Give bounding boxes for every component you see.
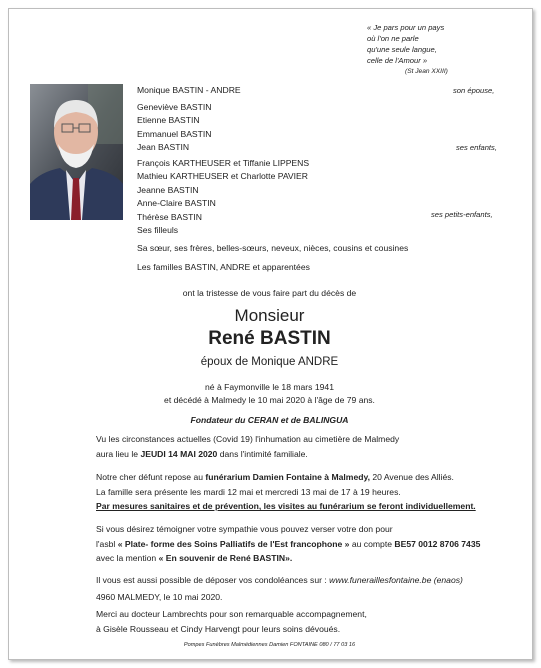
founder-line: Fondateur du CERAN et de BALINGUA (190, 415, 349, 425)
quote-line: celle de l'Amour » (367, 56, 428, 65)
epigraph-quote (367, 22, 448, 77)
visiting-hours-line: La famille sera présente les mardi 12 mai et mercredi 13 mai de 17 à 19 heures. (96, 486, 401, 497)
funerarium-line: Notre cher défunt repose au funérarium Damien Fontaine à Malmedy, 20 Avenue des Alliés. (96, 472, 454, 482)
siblings-line: Sa sœur, ses frères, belles-sœurs, neveux, nièces, cousins et cousines (137, 243, 409, 253)
dateline: 4960 MALMEDY, le 10 mai 2020. (96, 592, 223, 602)
covid-line: Vu les circonstances actuelles (Covid 19) l'inhumation au cimetière de Malmedy (96, 434, 400, 444)
families-line: Les familles BASTIN, ANDRE et apparentées (137, 262, 310, 272)
grandchild-name: François KARTHEUSER et Tiffanie LIPPENS (137, 158, 310, 168)
thanks-paragraph (96, 607, 367, 636)
funerarium-name: funérarium Damien Fontaine à Malmedy, (205, 472, 370, 482)
grandchild-name: Jeanne BASTIN (137, 184, 199, 195)
quote-source: (St Jean XXIII) (405, 68, 448, 75)
thanks-line: Merci au docteur Lambrechts pour son remarquable accompagnement, (96, 609, 367, 619)
grandchildren-block (137, 157, 309, 224)
donation-mention-line: avec la mention « En souvenir de René BASTIN». (96, 553, 293, 564)
spouse-name: Monique BASTIN - ANDRE (137, 85, 241, 95)
burial-date: JEUDI 14 MAI 2020 (140, 448, 218, 459)
funeral-home-footer: Pompes Funèbres Malmédiennes Damien FONTAINE 080 / 77 03 16 (183, 642, 356, 648)
spouse-block (137, 84, 241, 97)
godchildren-line: Ses filleuls (137, 225, 179, 235)
sanitary-notice: Par mesures sanitaires et de prévention, les visites au funérarium se feront individuellement. (96, 501, 476, 512)
child-name: Etienne BASTIN (137, 115, 200, 126)
spouse-of-line: époux de Monique ANDRE (200, 356, 339, 368)
announcement-line: ont la tristesse de vous faire part du décès de (182, 288, 357, 298)
thanks-line: à Gisèle Rousseau et Cindy Harvengt pour leurs soins dévoués. (96, 623, 341, 634)
grandchild-name: Thérèse BASTIN (137, 211, 202, 222)
donation-account-line: l'asbl « Plate- forme des Soins Palliatifs de l'Est francophone » au compte BE57 0012 8706 7435 (96, 538, 481, 549)
donation-mention: « En souvenir de René BASTIN». (158, 553, 293, 564)
child-name: Emmanuel BASTIN (137, 128, 212, 139)
quote-line: « Je pars pour un pays (367, 23, 445, 32)
grandchildren-role: ses petits-enfants, (431, 210, 493, 219)
children-role: ses enfants, (456, 143, 497, 152)
grandchild-name: Anne-Claire BASTIN (137, 198, 216, 209)
child-name: Geneviève BASTIN (137, 102, 212, 112)
donation-line: Si vous désirez témoigner votre sympathie vous pouvez verser votre don pour (96, 524, 393, 534)
bank-account: BE57 0012 8706 7435 (394, 538, 481, 549)
death-line: et décédé à Malmedy le 10 mai 2020 à l'âge de 79 ans. (164, 395, 375, 405)
quote-line: qu'une seule langue, (367, 45, 437, 54)
grandchild-name: Mathieu KARTHEUSER et Charlotte PAVIER (137, 171, 308, 182)
portrait-photo (30, 84, 123, 220)
burial-line: aura lieu le JEUDI 14 MAI 2020 dans l'intimité familiale. (96, 448, 308, 459)
quote-line: où l'on ne parle (367, 34, 419, 43)
condolences-website-link[interactable]: www.funeraillesfontaine.be (enaos) (329, 575, 463, 585)
deceased-name: René BASTIN (208, 328, 331, 349)
condolences-line: Il vous est aussi possible de déposer vos condoléances sur : www.funeraillesfontaine.be (enaos) (96, 575, 463, 585)
child-name: Jean BASTIN (137, 142, 190, 153)
covid-paragraph (96, 432, 399, 461)
charity-name: « Plate- forme des Soins Palliatifs de l'Est francophone » (117, 538, 350, 549)
children-block (137, 101, 212, 155)
funerarium-paragraph (96, 470, 476, 514)
honorific-title: Monsieur (234, 306, 305, 325)
donation-paragraph (96, 522, 480, 566)
spouse-role: son épouse, (453, 86, 495, 95)
birth-line: né à Faymonville le 18 mars 1941 (205, 382, 334, 392)
